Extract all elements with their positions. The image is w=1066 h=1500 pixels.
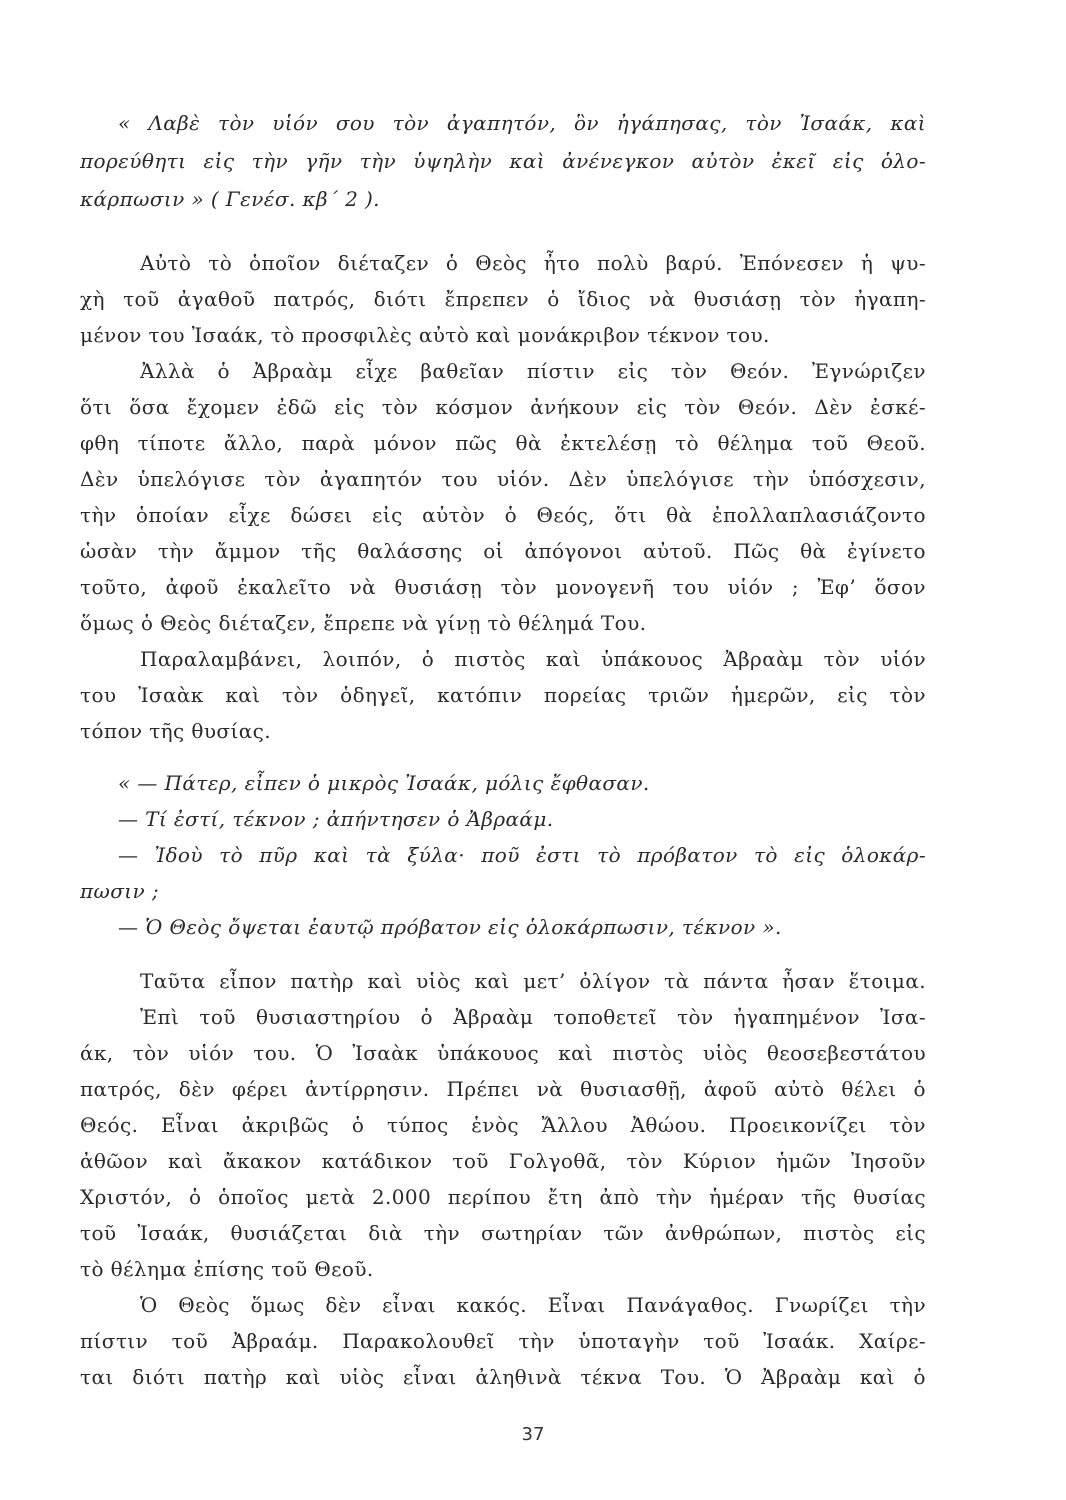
para1-line-1: Αὐτὸ τὸ ὁποῖον διέταζεν ὁ Θεὸς ἦτο πολὺ βαρύ. Ἐπόνεσεν ἡ ψυ- bbox=[140, 251, 926, 275]
para2-line-6: ὡσὰν τὴν ἄμμον τῆς θαλάσσης οἱ ἀπόγονοι αὐτοῦ. Πῶς θὰ ἐγίνετο bbox=[80, 539, 926, 563]
para5-line-2: άκ, τὸν υἱόν του. Ὁ Ἰσαὰκ ὑπάκουος καὶ πιστὸς υἱὸς θεοσεβεστάτου bbox=[80, 1041, 926, 1065]
para3-line-3: τόπον τῆς θυσίας. bbox=[80, 719, 271, 743]
para1-line-3: μένον του Ἰσαάκ, τὸ προσφιλὲς αὐτὸ καὶ μονάκριβον τέκνον του. bbox=[80, 323, 770, 347]
para5-line-6: Χριστόν, ὁ ὁποῖος μετὰ 2.000 περίπου ἔτη ἀπὸ τὴν ἡμέραν τῆς θυσίας bbox=[80, 1185, 926, 1209]
dialogue-line-2: — Τί ἐστί, τέκνον ; ἀπήντησεν ὁ Ἀβραάμ. bbox=[118, 807, 554, 831]
para5-line-7: τοῦ Ἰσαάκ, θυσιάζεται διὰ τὴν σωτηρίαν τῶν ἀνθρώπων, πιστὸς εἰς bbox=[80, 1221, 926, 1245]
para5-line-5: ἀθῶον καὶ ἄκακον κατάδικον τοῦ Γολγοθᾶ, τὸν Κύριον ἡμῶν Ἰησοῦν bbox=[80, 1149, 926, 1173]
quote-line-3: κάρπωσιν » ( Γενέσ. κβ΄ 2 ). bbox=[80, 187, 380, 211]
para2-line-8: ὅμως ὁ Θεὸς διέταζεν, ἔπρεπε νὰ γίνῃ τὸ θέλημά Του. bbox=[80, 611, 647, 635]
dialogue-line-3: — Ἰδοὺ τὸ πῦρ καὶ τὰ ξύλα· ποῦ ἐστι τὸ πρόβατον τὸ εἰς ὁλοκάρ- bbox=[118, 843, 926, 867]
dialogue-line-1: « — Πάτερ, εἶπεν ὁ μικρὸς Ἰσαάκ, μόλις ἔφθασαν. bbox=[118, 771, 650, 795]
para1-line-2: χὴ τοῦ ἀγαθοῦ πατρός, διότι ἔπρεπεν ὁ ἴδιος νὰ θυσιάσῃ τὸν ἠγαπη- bbox=[80, 287, 926, 311]
para2-line-7: τοῦτο, ἀφοῦ ἐκαλεῖτο νὰ θυσιάσῃ τὸν μονογενῆ του υἱόν ; Ἐφ’ ὅσον bbox=[80, 575, 926, 599]
para4-line-1: Ταῦτα εἶπον πατὴρ καὶ υἱὸς καὶ μετ’ ὀλίγον τὰ πάντα ἦσαν ἕτοιμα. bbox=[140, 969, 926, 993]
dialogue-line-5: — Ὁ Θεὸς ὄψεται ἑαυτῷ πρόβατον εἰς ὁλοκάρπωσιν, τέκνον ». bbox=[118, 915, 782, 939]
para2-line-5: τὴν ὁποίαν εἶχε δώσει εἰς αὐτὸν ὁ Θεός, ὅτι θὰ ἐπολλαπλασιάζοντο bbox=[80, 503, 926, 527]
quote-line-2: πορεύθητι εἰς τὴν γῆν τὴν ὑψηλὴν καὶ ἀνένεγκον αὐτὸν ἐκεῖ εἰς ὁλο- bbox=[80, 149, 926, 173]
quote-line-1: « Λαβὲ τὸν υἱόν σου τὸν ἀγαπητόν, ὃν ἠγάπησας, τὸν Ἰσαάκ, καὶ bbox=[118, 111, 926, 135]
para3-line-2: του Ἰσαὰκ καὶ τὸν ὁδηγεῖ, κατόπιν πορείας τριῶν ἡμερῶν, εἰς τὸν bbox=[80, 683, 926, 707]
para2-line-2: ὅτι ὅσα ἔχομεν ἐδῶ εἰς τὸν κόσμον ἀνήκουν εἰς τὸν Θεόν. Δὲν ἐσκέ- bbox=[80, 395, 926, 419]
para3-line-1: Παραλαμβάνει, λοιπόν, ὁ πιστὸς καὶ ὑπάκουος Ἀβραὰμ τὸν υἱόν bbox=[140, 647, 926, 671]
para2-line-4: Δὲν ὑπελόγισε τὸν ἀγαπητόν του υἱόν. Δὲν ὑπελόγισε τὴν ὑπόσχεσιν, bbox=[80, 467, 926, 491]
para5-line-8: τὸ θέλημα ἐπίσης τοῦ Θεοῦ. bbox=[80, 1257, 374, 1281]
para6-line-3: ται διότι πατὴρ καὶ υἱὸς εἶναι ἀληθινὰ τέκνα Του. Ὁ Ἀβραὰμ καὶ ὁ bbox=[80, 1365, 926, 1389]
page-number: 37 bbox=[521, 1424, 545, 1445]
para6-line-2: πίστιν τοῦ Ἀβραάμ. Παρακολουθεῖ τὴν ὑποταγὴν τοῦ Ἰσαάκ. Χαίρε- bbox=[80, 1329, 926, 1353]
para2-line-3: φθη τίποτε ἄλλο, παρὰ μόνον πῶς θὰ ἐκτελέσῃ τὸ θέλημα τοῦ Θεοῦ. bbox=[80, 431, 926, 455]
para5-line-4: Θεός. Εἶναι ἀκριβῶς ὁ τύπος ἑνὸς Ἄλλου Ἀθώου. Προεικονίζει τὸν bbox=[80, 1113, 926, 1137]
dialogue-line-4: πωσιν ; bbox=[80, 879, 160, 903]
para6-line-1: Ὁ Θεὸς ὅμως δὲν εἶναι κακός. Εἶναι Πανάγαθος. Γνωρίζει τὴν bbox=[140, 1293, 926, 1317]
para5-line-1: Ἐπὶ τοῦ θυσιαστηρίου ὁ Ἀβραὰμ τοποθετεῖ τὸν ἠγαπημένον Ἰσα- bbox=[140, 1005, 926, 1029]
para5-line-3: πατρός, δὲν φέρει ἀντίρρησιν. Πρέπει νὰ θυσιασθῇ, ἀφοῦ αὐτὸ θέλει ὁ bbox=[80, 1077, 926, 1101]
para2-line-1: Ἀλλὰ ὁ Ἀβραὰμ εἶχε βαθεῖαν πίστιν εἰς τὸν Θεόν. Ἐγνώριζεν bbox=[140, 359, 926, 383]
